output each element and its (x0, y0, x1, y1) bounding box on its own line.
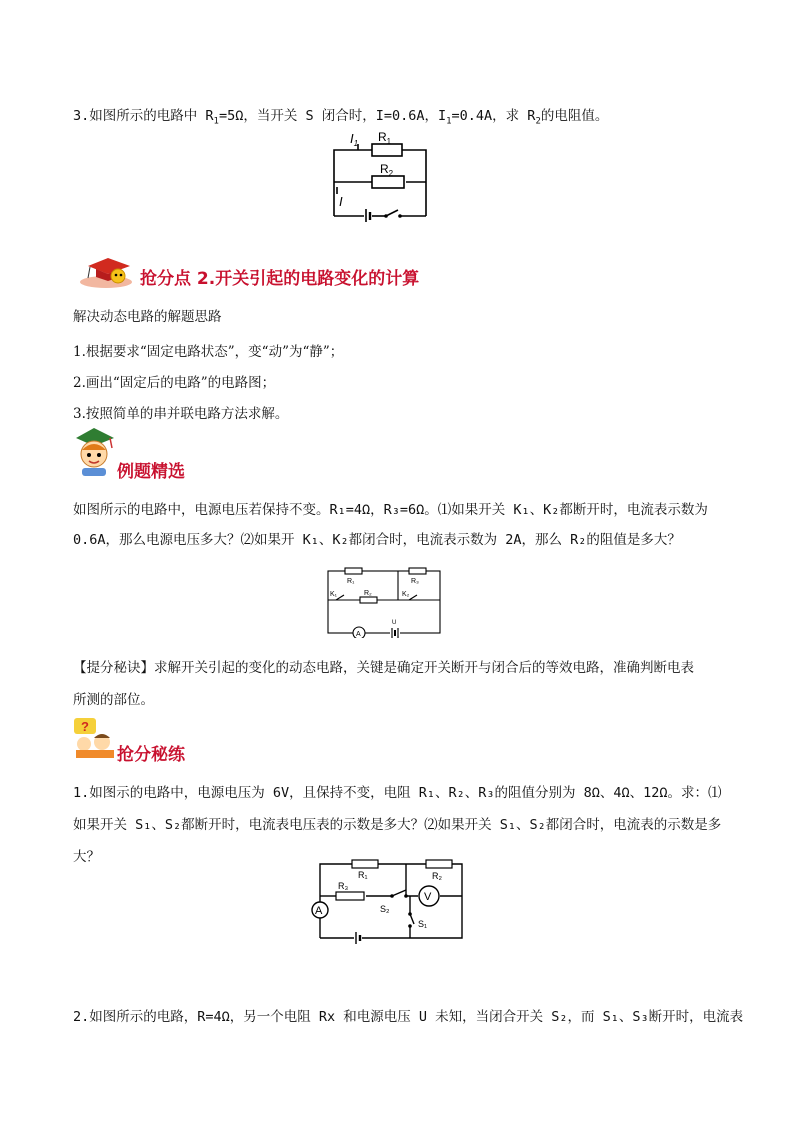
i1-label: $I_1$ (350, 131, 359, 148)
r1-label: R₁ (347, 578, 355, 585)
ammeter-label: A (315, 905, 323, 917)
tip-line-1: 【提分秘诀】求解开关引起的变化的动态电路，关键是确定开关断开与闭合后的等效电路，准确判断电表 (73, 660, 694, 676)
section-title-example: 例题精选 (117, 462, 185, 482)
i-label: I (339, 194, 343, 209)
practice2-line-1: 2.如图所示的电路，R=4Ω，另一个电阻 Rx 和电源电压 U 未知，当闭合开关 S₂，而 S₁、S₃断开时，电流表 (73, 1009, 744, 1025)
practice1-line-3: 大？ (73, 849, 100, 865)
step-1: 1.根据要求“固定电路状态”，变“动”为“静”； (73, 344, 344, 360)
student-mascot-icon (72, 424, 118, 478)
battery-label: U (392, 620, 397, 626)
section-title-practice: 抢分秘练 (117, 745, 185, 765)
k2-label: K₂ (402, 591, 410, 598)
step-2: 2.画出“固定后的电路”的电路图； (73, 375, 276, 391)
voltmeter-label: V (424, 891, 432, 903)
svg-text:?: ? (81, 719, 89, 734)
example-text-line-2: 0.6A，那么电源电压多大？⑵如果开 K₁、K₂都闭合时，电流表示数为 2A，那么 R₂的阻值是多大？ (73, 532, 681, 548)
r3-label: R₃ (411, 578, 419, 585)
r3-label: R₃ (338, 881, 349, 891)
s1-label: S₁ (418, 919, 428, 929)
problem3-circuit-diagram (328, 130, 432, 222)
r2-label: R₂ (432, 871, 442, 881)
k1-label: K₁ (330, 591, 338, 598)
r1-label: $R_1$ (378, 130, 392, 146)
example-text-line-1: 如图所示的电路中，电源电压若保持不变。R₁=4Ω，R₃=6Ω。⑴如果开关 K₁、K₂都断开时，电流表示数为 (73, 502, 708, 518)
practice1-circuit-diagram (306, 852, 468, 946)
practice1-line-1: 1.如图示的电路中，电源电压为 6V，且保持不变，电阻 R₁、R₂、R₃的阻值分别为 8Ω、4Ω、12Ω。求：⑴ (73, 785, 722, 801)
tip-line-2: 所测的部位。 (73, 692, 154, 708)
problem3-text: 3.如图所示的电路中 $R_1=5\Omega$，当开关 S 闭合时，I=0.6A，$I_1=0.4A$，求 $R_2$的电阻值。 (73, 108, 609, 127)
practice1-line-2: 如果开关 S₁、S₂都断开时，电流表电压表的示数是多大？⑵如果开关 S₁、S₂都闭合时，电流表的示数是多 (73, 817, 722, 833)
graduate-cap-icon (74, 256, 134, 290)
ammeter-label: A (356, 631, 361, 638)
solution-approach-heading: 解决动态电路的解题思路 (73, 309, 222, 325)
example-circuit-diagram (322, 564, 446, 638)
r2-label: $R_2$ (380, 162, 394, 178)
section-title-scoring-point: 抢分点 2.开关引起的电路变化的计算 (140, 269, 420, 289)
step-3: 3.按照简单的串并联电路方法求解。 (73, 406, 289, 422)
r1-label: R₁ (358, 870, 368, 880)
r2-label: R₂ (364, 590, 372, 597)
s2-label: S₂ (380, 904, 390, 914)
students-icon (72, 716, 118, 760)
